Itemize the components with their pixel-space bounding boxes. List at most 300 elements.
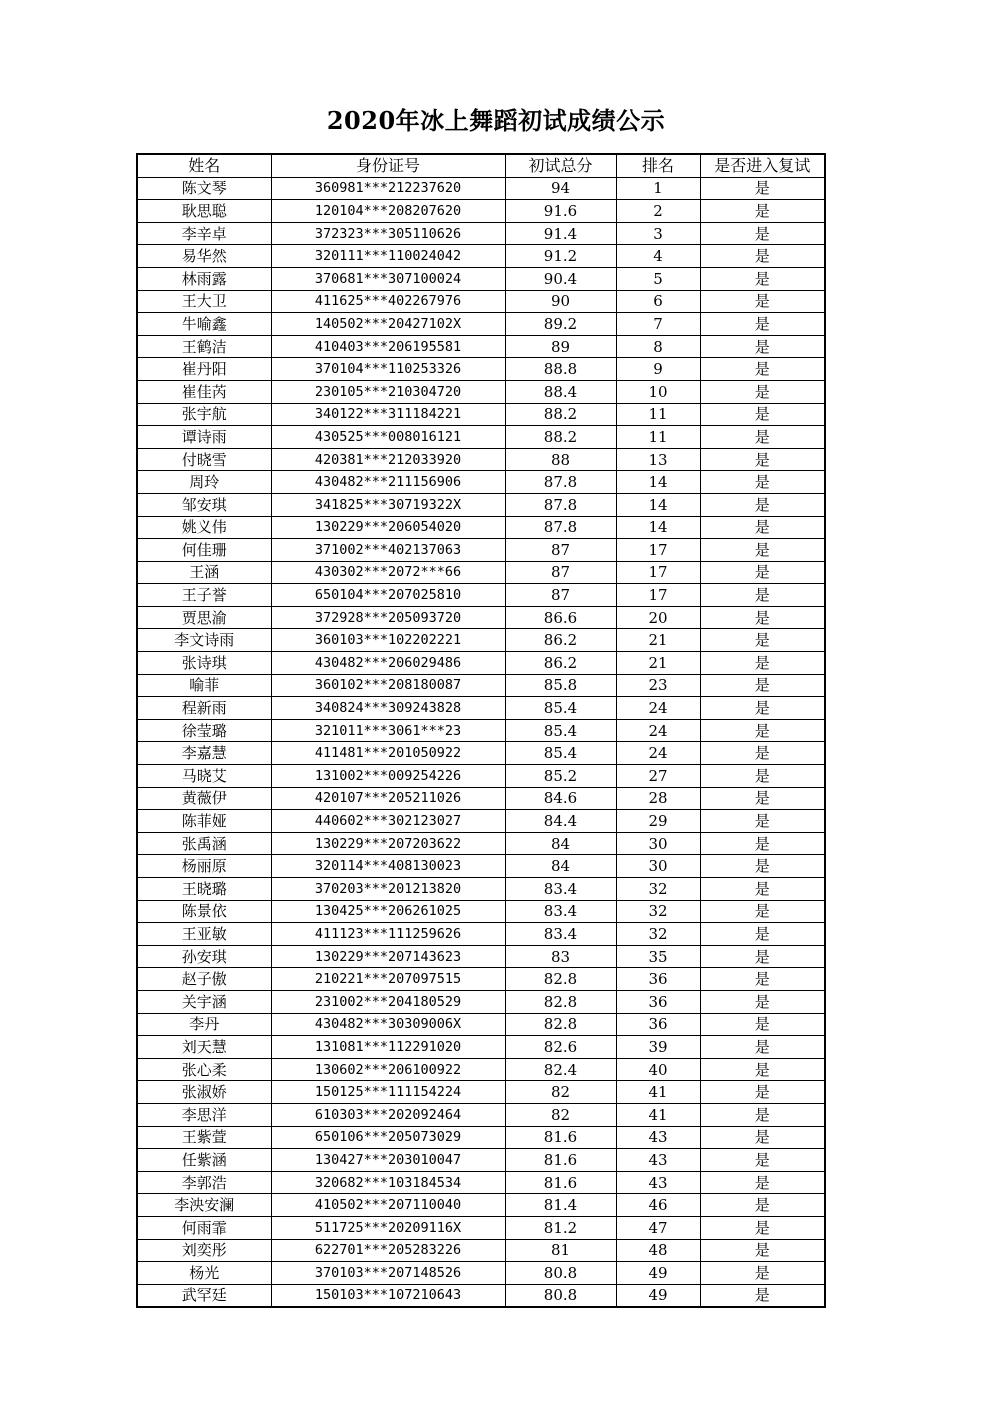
cell-name: 张诗琪: [137, 652, 271, 675]
cell-rank: 23: [616, 674, 700, 697]
cell-id-number: 650106***205073029: [271, 1126, 505, 1149]
table-row: [137, 719, 825, 742]
cell-rank: 24: [616, 742, 700, 765]
table-row: [137, 990, 825, 1013]
cell-name: 陈文琴: [137, 177, 271, 200]
cell-advance: 是: [700, 878, 825, 901]
table-row: [137, 1103, 825, 1126]
cell-id-number: 150103***107210643: [271, 1284, 505, 1307]
cell-rank: 13: [616, 448, 700, 471]
cell-rank: 43: [616, 1126, 700, 1149]
table-row: [137, 968, 825, 991]
cell-advance: 是: [700, 674, 825, 697]
cell-score: 85.4: [505, 697, 616, 720]
cell-rank: 3: [616, 222, 700, 245]
cell-id-number: 130427***203010047: [271, 1149, 505, 1172]
header-advance: 是否进入复试: [700, 154, 825, 177]
cell-advance: 是: [700, 765, 825, 788]
cell-id-number: 320114***408130023: [271, 855, 505, 878]
cell-id-number: 511725***20209116X: [271, 1216, 505, 1239]
table-row: [137, 606, 825, 629]
cell-rank: 4: [616, 245, 700, 268]
table-row: [137, 923, 825, 946]
table-row: [137, 516, 825, 539]
cell-id-number: 370104***110253326: [271, 358, 505, 381]
cell-rank: 41: [616, 1081, 700, 1104]
table-row: [137, 1081, 825, 1104]
cell-name: 王大卫: [137, 290, 271, 313]
cell-advance: 是: [700, 426, 825, 449]
cell-rank: 9: [616, 358, 700, 381]
table-row: [137, 742, 825, 765]
cell-id-number: 410403***206195581: [271, 335, 505, 358]
cell-id-number: 411481***201050922: [271, 742, 505, 765]
cell-name: 徐莹璐: [137, 719, 271, 742]
cell-advance: 是: [700, 290, 825, 313]
cell-advance: 是: [700, 403, 825, 426]
cell-id-number: 430482***211156906: [271, 471, 505, 494]
cell-advance: 是: [700, 471, 825, 494]
cell-id-number: 231002***204180529: [271, 990, 505, 1013]
table-row: [137, 245, 825, 268]
cell-rank: 48: [616, 1239, 700, 1262]
cell-rank: 17: [616, 539, 700, 562]
cell-score: 83.4: [505, 878, 616, 901]
page-title: 2020年冰上舞蹈初试成绩公示: [326, 106, 666, 135]
cell-name: 关宇涵: [137, 990, 271, 1013]
cell-name: 王亚敏: [137, 923, 271, 946]
cell-score: 81.6: [505, 1126, 616, 1149]
cell-score: 85.4: [505, 719, 616, 742]
cell-id-number: 320111***110024042: [271, 245, 505, 268]
cell-id-number: 410502***207110040: [271, 1194, 505, 1217]
cell-name: 陈景依: [137, 900, 271, 923]
cell-score: 85.2: [505, 765, 616, 788]
table-row: [137, 832, 825, 855]
table-row: [137, 674, 825, 697]
cell-rank: 21: [616, 629, 700, 652]
cell-id-number: 360103***102202221: [271, 629, 505, 652]
cell-score: 85.4: [505, 742, 616, 765]
cell-advance: 是: [700, 1262, 825, 1285]
cell-name: 易华然: [137, 245, 271, 268]
table-row: [137, 403, 825, 426]
cell-advance: 是: [700, 177, 825, 200]
cell-rank: 43: [616, 1171, 700, 1194]
cell-rank: 20: [616, 606, 700, 629]
cell-id-number: 130425***206261025: [271, 900, 505, 923]
cell-rank: 49: [616, 1284, 700, 1307]
cell-advance: 是: [700, 697, 825, 720]
cell-name: 马晓艾: [137, 765, 271, 788]
table-row: [137, 448, 825, 471]
table-row: [137, 945, 825, 968]
cell-advance: 是: [700, 313, 825, 336]
cell-id-number: 372323***305110626: [271, 222, 505, 245]
table-row: [137, 335, 825, 358]
table-row: [137, 810, 825, 833]
cell-score: 82.8: [505, 1013, 616, 1036]
cell-rank: 11: [616, 403, 700, 426]
cell-advance: 是: [700, 787, 825, 810]
cell-rank: 43: [616, 1149, 700, 1172]
cell-id-number: 131002***009254226: [271, 765, 505, 788]
cell-advance: 是: [700, 1036, 825, 1059]
cell-score: 80.8: [505, 1284, 616, 1307]
cell-id-number: 610303***202092464: [271, 1103, 505, 1126]
cell-name: 李郭浩: [137, 1171, 271, 1194]
cell-id-number: 430482***30309006X: [271, 1013, 505, 1036]
cell-rank: 24: [616, 719, 700, 742]
cell-id-number: 430482***206029486: [271, 652, 505, 675]
cell-name: 孙安琪: [137, 945, 271, 968]
cell-advance: 是: [700, 1149, 825, 1172]
table-row: [137, 765, 825, 788]
cell-rank: 24: [616, 697, 700, 720]
cell-rank: 36: [616, 990, 700, 1013]
cell-score: 90.4: [505, 267, 616, 290]
cell-id-number: 360102***208180087: [271, 674, 505, 697]
cell-score: 88.8: [505, 358, 616, 381]
table-row: [137, 878, 825, 901]
cell-rank: 11: [616, 426, 700, 449]
cell-name: 王涵: [137, 561, 271, 584]
cell-name: 邹安琪: [137, 493, 271, 516]
cell-name: 李文诗雨: [137, 629, 271, 652]
cell-advance: 是: [700, 516, 825, 539]
cell-name: 周玲: [137, 471, 271, 494]
cell-name: 崔佳芮: [137, 380, 271, 403]
cell-advance: 是: [700, 1239, 825, 1262]
cell-advance: 是: [700, 335, 825, 358]
cell-advance: 是: [700, 1171, 825, 1194]
cell-name: 姚义伟: [137, 516, 271, 539]
cell-rank: 36: [616, 968, 700, 991]
cell-advance: 是: [700, 561, 825, 584]
cell-score: 83.4: [505, 923, 616, 946]
cell-id-number: 411625***402267976: [271, 290, 505, 313]
cell-name: 杨光: [137, 1262, 271, 1285]
table-row: [137, 222, 825, 245]
cell-score: 81.4: [505, 1194, 616, 1217]
cell-id-number: 370681***307100024: [271, 267, 505, 290]
cell-score: 87.8: [505, 471, 616, 494]
cell-rank: 30: [616, 832, 700, 855]
cell-score: 86.2: [505, 629, 616, 652]
table-row: [137, 1284, 825, 1307]
table-row: [137, 358, 825, 381]
cell-name: 刘奕彤: [137, 1239, 271, 1262]
cell-name: 张心柔: [137, 1058, 271, 1081]
cell-rank: 7: [616, 313, 700, 336]
cell-score: 91.4: [505, 222, 616, 245]
table-row: [137, 900, 825, 923]
cell-score: 88: [505, 448, 616, 471]
cell-name: 何雨霏: [137, 1216, 271, 1239]
cell-advance: 是: [700, 742, 825, 765]
cell-advance: 是: [700, 1081, 825, 1104]
cell-advance: 是: [700, 539, 825, 562]
table-row: [137, 1239, 825, 1262]
cell-advance: 是: [700, 652, 825, 675]
cell-score: 88.2: [505, 403, 616, 426]
table-row: [137, 1036, 825, 1059]
cell-name: 王子誉: [137, 584, 271, 607]
cell-score: 88.4: [505, 380, 616, 403]
cell-advance: 是: [700, 584, 825, 607]
cell-name: 王紫萱: [137, 1126, 271, 1149]
cell-rank: 39: [616, 1036, 700, 1059]
cell-id-number: 420107***205211026: [271, 787, 505, 810]
header-name: 姓名: [137, 154, 271, 177]
cell-id-number: 150125***111154224: [271, 1081, 505, 1104]
cell-rank: 29: [616, 810, 700, 833]
cell-id-number: 430302***2072***66: [271, 561, 505, 584]
cell-id-number: 320682***103184534: [271, 1171, 505, 1194]
cell-id-number: 341825***30719322X: [271, 493, 505, 516]
cell-rank: 17: [616, 561, 700, 584]
cell-id-number: 340122***311184221: [271, 403, 505, 426]
cell-id-number: 340824***309243828: [271, 697, 505, 720]
cell-score: 89.2: [505, 313, 616, 336]
cell-score: 81.2: [505, 1216, 616, 1239]
table-row: [137, 1126, 825, 1149]
table-row: [137, 652, 825, 675]
cell-id-number: 370103***207148526: [271, 1262, 505, 1285]
cell-score: 84.6: [505, 787, 616, 810]
cell-rank: 32: [616, 878, 700, 901]
cell-advance: 是: [700, 900, 825, 923]
header-score: 初试总分: [505, 154, 616, 177]
cell-advance: 是: [700, 358, 825, 381]
cell-id-number: 622701***205283226: [271, 1239, 505, 1262]
cell-score: 87: [505, 561, 616, 584]
cell-id-number: 420381***212033920: [271, 448, 505, 471]
cell-score: 88.2: [505, 426, 616, 449]
cell-id-number: 230105***210304720: [271, 380, 505, 403]
cell-rank: 17: [616, 584, 700, 607]
table-row: [137, 1149, 825, 1172]
cell-score: 81: [505, 1239, 616, 1262]
cell-score: 81.6: [505, 1149, 616, 1172]
cell-id-number: 440602***302123027: [271, 810, 505, 833]
cell-id-number: 130229***207143623: [271, 945, 505, 968]
cell-score: 80.8: [505, 1262, 616, 1285]
cell-name: 刘天慧: [137, 1036, 271, 1059]
header-rank: 排名: [616, 154, 700, 177]
cell-id-number: 370203***201213820: [271, 878, 505, 901]
cell-score: 84: [505, 832, 616, 855]
cell-rank: 21: [616, 652, 700, 675]
cell-name: 张宇航: [137, 403, 271, 426]
cell-score: 82.4: [505, 1058, 616, 1081]
table-row: [137, 313, 825, 336]
cell-id-number: 120104***208207620: [271, 200, 505, 223]
cell-score: 82.8: [505, 968, 616, 991]
cell-score: 86.2: [505, 652, 616, 675]
cell-id-number: 430525***008016121: [271, 426, 505, 449]
cell-name: 程新雨: [137, 697, 271, 720]
cell-advance: 是: [700, 493, 825, 516]
cell-advance: 是: [700, 380, 825, 403]
cell-advance: 是: [700, 1284, 825, 1307]
cell-name: 谭诗雨: [137, 426, 271, 449]
cell-name: 陈菲娅: [137, 810, 271, 833]
cell-rank: 14: [616, 471, 700, 494]
table-row: [137, 1171, 825, 1194]
table-row: [137, 1194, 825, 1217]
table-row: [137, 584, 825, 607]
cell-name: 贾思渝: [137, 606, 271, 629]
cell-score: 83.4: [505, 900, 616, 923]
table-body: [137, 177, 825, 1307]
cell-id-number: 140502***20427102X: [271, 313, 505, 336]
cell-advance: 是: [700, 448, 825, 471]
cell-name: 张淑娇: [137, 1081, 271, 1104]
cell-rank: 30: [616, 855, 700, 878]
cell-name: 王鹤洁: [137, 335, 271, 358]
table-row: [137, 561, 825, 584]
cell-rank: 14: [616, 493, 700, 516]
cell-rank: 32: [616, 923, 700, 946]
cell-name: 李泱安澜: [137, 1194, 271, 1217]
table-row: [137, 267, 825, 290]
cell-id-number: 650104***207025810: [271, 584, 505, 607]
table-row: [137, 1013, 825, 1036]
cell-name: 王晓璐: [137, 878, 271, 901]
cell-advance: 是: [700, 923, 825, 946]
cell-id-number: 371002***402137063: [271, 539, 505, 562]
cell-name: 李辛卓: [137, 222, 271, 245]
cell-id-number: 372928***205093720: [271, 606, 505, 629]
cell-advance: 是: [700, 222, 825, 245]
cell-score: 90: [505, 290, 616, 313]
cell-advance: 是: [700, 719, 825, 742]
cell-rank: 14: [616, 516, 700, 539]
cell-score: 86.6: [505, 606, 616, 629]
table-row: [137, 1058, 825, 1081]
cell-rank: 46: [616, 1194, 700, 1217]
cell-advance: 是: [700, 1013, 825, 1036]
cell-score: 84: [505, 855, 616, 878]
cell-id-number: 321011***3061***23: [271, 719, 505, 742]
table-header-row: [137, 154, 825, 177]
cell-name: 黄薇伊: [137, 787, 271, 810]
cell-id-number: 210221***207097515: [271, 968, 505, 991]
cell-rank: 47: [616, 1216, 700, 1239]
cell-name: 李嘉慧: [137, 742, 271, 765]
cell-advance: 是: [700, 945, 825, 968]
cell-score: 82.6: [505, 1036, 616, 1059]
table-row: [137, 1262, 825, 1285]
cell-rank: 5: [616, 267, 700, 290]
cell-name: 杨丽原: [137, 855, 271, 878]
cell-rank: 28: [616, 787, 700, 810]
cell-rank: 40: [616, 1058, 700, 1081]
cell-id-number: 130229***206054020: [271, 516, 505, 539]
table-row: [137, 629, 825, 652]
cell-id-number: 130229***207203622: [271, 832, 505, 855]
cell-advance: 是: [700, 1058, 825, 1081]
cell-score: 84.4: [505, 810, 616, 833]
table-row: [137, 787, 825, 810]
cell-name: 耿思聪: [137, 200, 271, 223]
cell-name: 何佳珊: [137, 539, 271, 562]
cell-rank: 27: [616, 765, 700, 788]
cell-score: 85.8: [505, 674, 616, 697]
cell-name: 崔丹阳: [137, 358, 271, 381]
cell-advance: 是: [700, 990, 825, 1013]
cell-rank: 32: [616, 900, 700, 923]
cell-advance: 是: [700, 629, 825, 652]
cell-name: 李丹: [137, 1013, 271, 1036]
cell-advance: 是: [700, 245, 825, 268]
cell-score: 89: [505, 335, 616, 358]
cell-score: 87.8: [505, 493, 616, 516]
cell-score: 82: [505, 1081, 616, 1104]
cell-rank: 49: [616, 1262, 700, 1285]
table-row: [137, 697, 825, 720]
header-id-number: 身份证号: [271, 154, 505, 177]
cell-name: 张禹涵: [137, 832, 271, 855]
cell-name: 赵子傲: [137, 968, 271, 991]
cell-advance: 是: [700, 606, 825, 629]
cell-advance: 是: [700, 1126, 825, 1149]
cell-advance: 是: [700, 855, 825, 878]
table-row: [137, 1216, 825, 1239]
cell-rank: 36: [616, 1013, 700, 1036]
cell-advance: 是: [700, 267, 825, 290]
cell-rank: 35: [616, 945, 700, 968]
cell-advance: 是: [700, 810, 825, 833]
cell-rank: 1: [616, 177, 700, 200]
cell-name: 林雨露: [137, 267, 271, 290]
table-row: [137, 539, 825, 562]
cell-score: 87.8: [505, 516, 616, 539]
cell-name: 牛喻鑫: [137, 313, 271, 336]
cell-name: 武罕廷: [137, 1284, 271, 1307]
cell-id-number: 130602***206100922: [271, 1058, 505, 1081]
cell-advance: 是: [700, 832, 825, 855]
cell-advance: 是: [700, 1194, 825, 1217]
table-row: [137, 200, 825, 223]
table-row: [137, 290, 825, 313]
table-row: [137, 493, 825, 516]
table-row: [137, 177, 825, 200]
cell-advance: 是: [700, 200, 825, 223]
cell-rank: 41: [616, 1103, 700, 1126]
table-row: [137, 855, 825, 878]
cell-score: 87: [505, 539, 616, 562]
cell-rank: 2: [616, 200, 700, 223]
table-row: [137, 426, 825, 449]
cell-advance: 是: [700, 1216, 825, 1239]
results-table: [136, 153, 826, 1308]
table-row: [137, 471, 825, 494]
cell-score: 91.2: [505, 245, 616, 268]
cell-score: 82: [505, 1103, 616, 1126]
cell-score: 91.6: [505, 200, 616, 223]
table-row: [137, 380, 825, 403]
cell-id-number: 131081***112291020: [271, 1036, 505, 1059]
cell-score: 87: [505, 584, 616, 607]
cell-score: 94: [505, 177, 616, 200]
cell-id-number: 360981***212237620: [271, 177, 505, 200]
cell-rank: 10: [616, 380, 700, 403]
cell-rank: 8: [616, 335, 700, 358]
cell-name: 任紫涵: [137, 1149, 271, 1172]
cell-name: 喻菲: [137, 674, 271, 697]
